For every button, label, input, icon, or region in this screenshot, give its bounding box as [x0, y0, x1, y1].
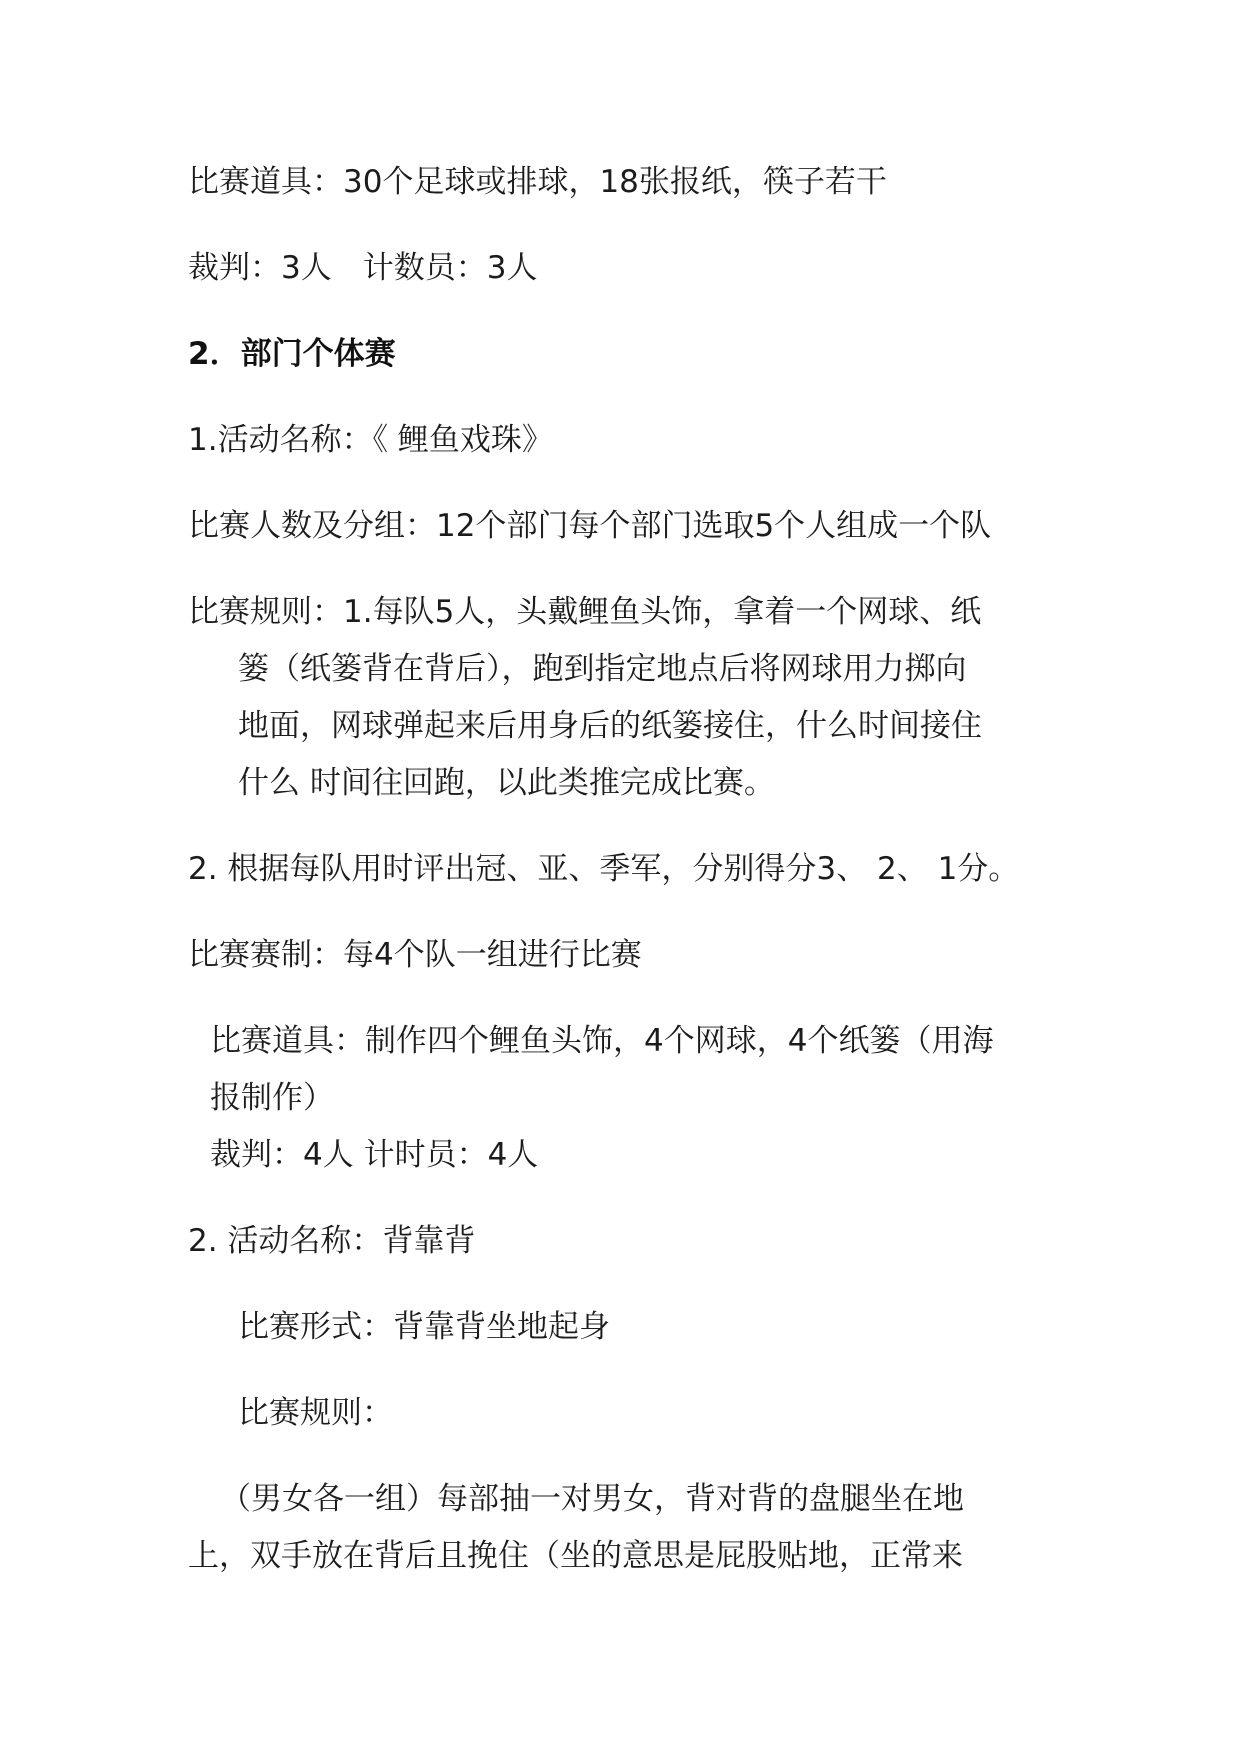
- participants-line: 比赛人数及分组：12个部门每个部门选取5个人组成一个队: [188, 508, 992, 544]
- rules-line-3: 地面，网球弹起来后用身后的纸篓接住，什么时间接住: [238, 708, 982, 744]
- section-heading: 2．部门个体赛: [188, 336, 396, 372]
- rules-line-2: 篓（纸篓背在背后），跑到指定地点后将网球用力掷向: [238, 651, 967, 687]
- rules-heading-2: 比赛规则：: [238, 1395, 393, 1431]
- activity-name-line: 1.活动名称：《 鲤鱼戏珠》: [188, 422, 553, 458]
- props-line: 比赛道具：30个足球或排球，18张报纸，筷子若干: [188, 164, 887, 200]
- format-line: 比赛赛制：每4个队一组进行比赛: [188, 937, 642, 973]
- rules-line-4: 什么 时间往回跑，以此类推完成比赛。: [238, 765, 775, 801]
- props-line-2a: 比赛道具：制作四个鲤鱼头饰，4个网球，4个纸篓（用海: [210, 1023, 994, 1059]
- form-line: 比赛形式：背靠背坐地起身: [238, 1309, 610, 1345]
- scoring-line: 2. 根据每队用时评出冠、亚、季军，分别得分3、 2、 1分。: [188, 851, 1020, 887]
- activity-name-line-2: 2. 活动名称：背靠背: [188, 1223, 476, 1259]
- referee-line-2: 裁判：4人 计时员：4人: [210, 1137, 539, 1173]
- rules-line-1: 比赛规则：1.每队5人，头戴鲤鱼头饰，拿着一个网球、纸: [188, 594, 982, 630]
- rules-text-2b: 上，双手放在背后且挽住（坐的意思是屁股贴地，正常来: [188, 1538, 963, 1574]
- rules-text-2a: （男女各一组）每部抽一对男女，背对背的盘腿坐在地: [220, 1481, 964, 1517]
- referee-line: 裁判：3人 计数员：3人: [188, 250, 538, 286]
- props-line-2b: 报制作）: [210, 1080, 334, 1116]
